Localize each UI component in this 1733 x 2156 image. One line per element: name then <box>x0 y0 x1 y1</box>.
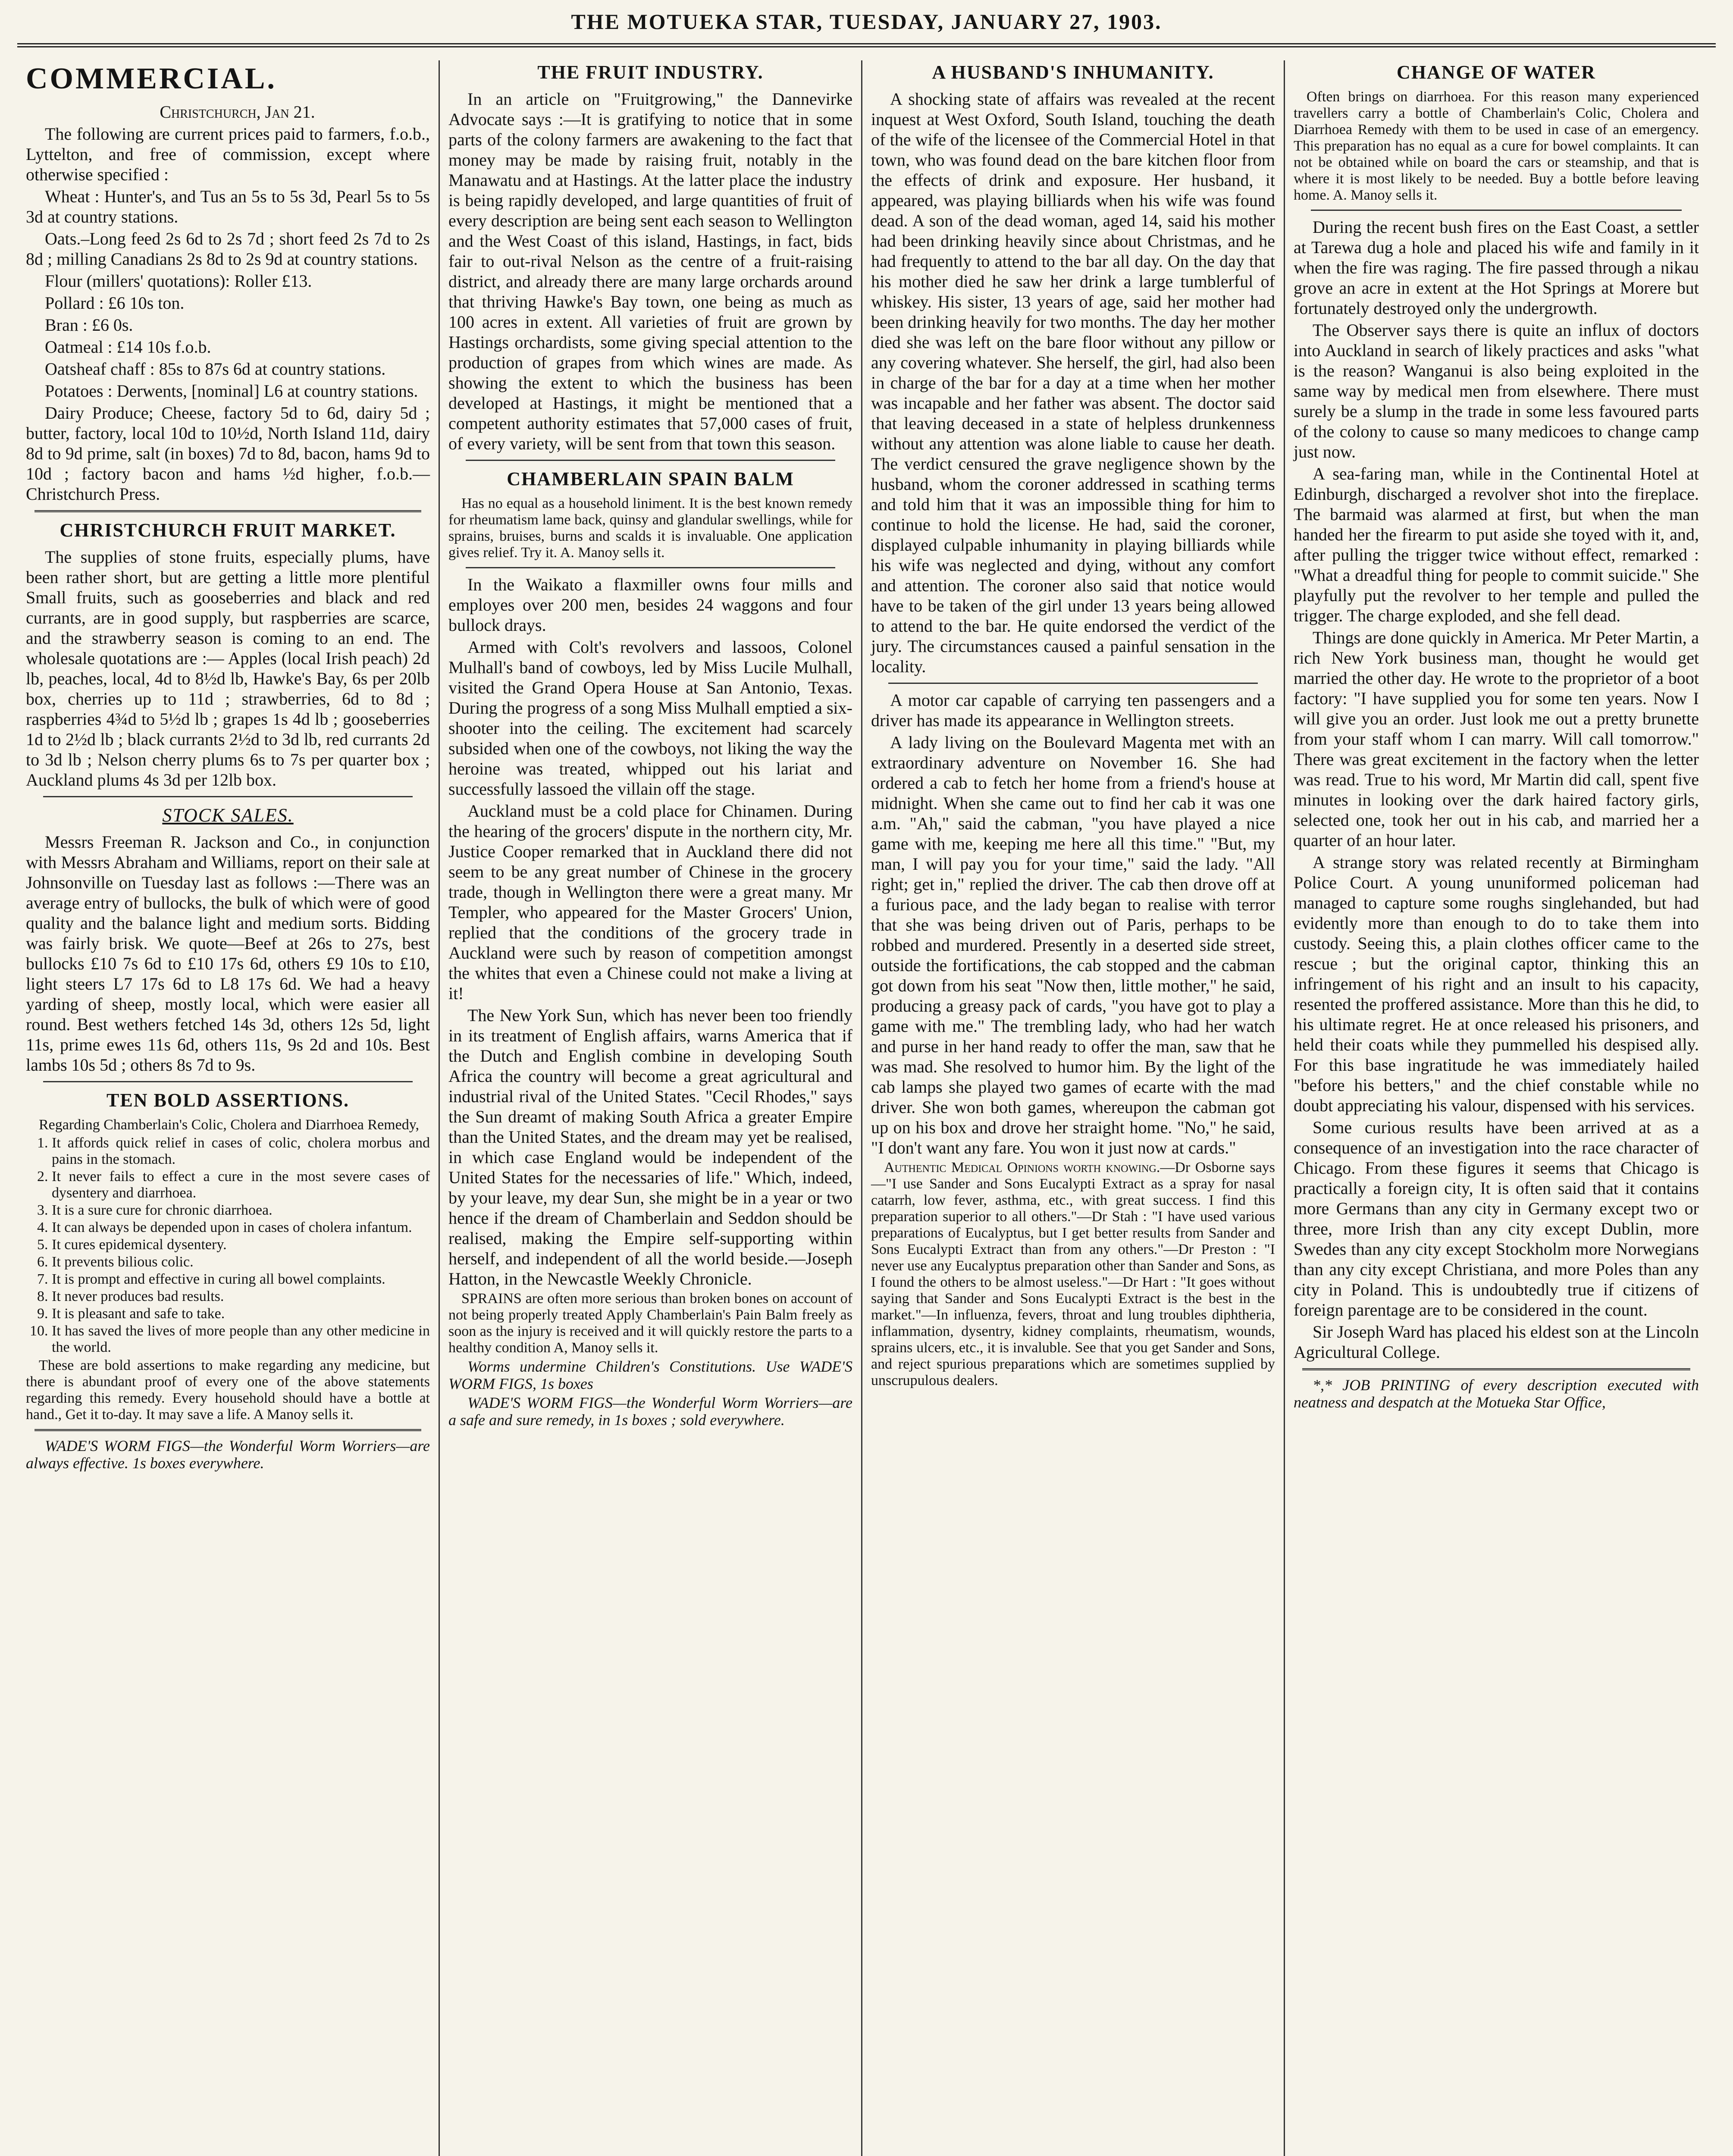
assertion-item: 7. It is prompt and effective in curing all bowel complaints. <box>52 1271 430 1288</box>
divider <box>43 796 413 797</box>
news-paragraph: Armed with Colt's revolvers and lassoos, Colonel Mulhall's band of cowboys, led by Miss Lucile Mulhall, visited the Grand Opera House at San Antonio, Texas. During the progress of a song Miss Mulhall emptied a six-shooter into the ceiling. The excitement had scarcely subsided when one of the cowboys, not liking the way the heroine was treated, whipped out his lariat and successfully lassoed the villain off the stage. <box>448 637 852 799</box>
commercial-paragraph: Oats.–Long feed 2s 6d to 2s 7d ; short feed 2s 7d to 2s 8d ; milling Canadians 2s 8d to 2s 9d at country stations. <box>26 229 430 269</box>
commercial-paragraph: Bran : £6 0s. <box>45 315 133 335</box>
sprains-advertisement <box>448 1291 852 1356</box>
divider <box>34 1429 421 1431</box>
assertion-item: 3. It is a sure cure for chronic diarrhoea. <box>52 1202 430 1219</box>
commercial-paragraph: Potatoes : Derwents, [nominal] L6 at country stations. <box>45 381 418 401</box>
divider <box>1311 210 1682 211</box>
commercial-heading: COMMERCIAL. <box>26 62 277 95</box>
husband-paragraph: A shocking state of affairs was revealed at the recent inquest at West Oxford, South Island, touching the death of the wife of the licensee of the Commercial Hotel in that town, who was found dead on the bare kitchen floor from the effects of drink and exposure. Her husband, it appeared, was playing billiards when his wife was found dead. A son of the dead woman, aged 14, said his mother had been drinking heavily since about Christmas, and he had frequently to attend to the bar all day. On the day that his mother died he saw her drink a large tumblerful of whiskey. His sister, 13 years of age, said her mother had been drinking heavily for two months. The day her mother died she was left on the bare floor without any pillow or any covering whatever. She herself, the girl, had also been in charge of the bar for a day at a time when her mother was incapable and her father was absent. The doctor said that leaving deceased in a state of helpless drunkenness without any attention was alone liable to cause her death. The verdict censured the grave negligence shown by the husband, whom the coroner addressed in scathing terms and told him that it was an impossible thing for him to continue to hold the license. He had, said the coroner, displayed culpable inhumanity in playing billiards while his wife was neglected and dying, without any comfort and attention. The coroner also said that notice would have to be taken of the girl under 13 years being allowed to attend to the bar. He quite endorsed the verdict of the jury. The circumstances caused a painful sensation in the locality. <box>871 89 1275 676</box>
column-1 <box>17 60 440 2156</box>
news-paragraph: The New York Sun, which has never been too friendly in its treatment of English affairs, warns America that if the Dutch and English combine in developing South Africa the country will become a great agricultural and industrial rival of the United States. "Cecil Rhodes," says the Sun dreamt of making South Africa a greater Empire than the United States, and the dream may yet be realised, in which case England would be independent of the United States for the necessaries of life." Which, indeed, by your leave, my dear Sun, she might be in a year or two hence if the dream of Chamberlain and Seddon should be realised, making the Empire self-supporting within herself, and independent of all the world beside.—Joseph Hatton, in the Newcastle Weekly Chronicle. <box>448 1006 852 1288</box>
news-paragraph: A strange story was related recently at Birmingham Police Court. A young ununiformed policeman had managed to capture some roughs singlehanded, but had evidently more than enough to do to take them into custody. Seeing this, a plain clothes officer came to the rescue ; but the original captor, thinking this an infringement of his right and an insult to his capacity, resented the proffered assistance. More than this he did, to his ultimate regret. He at once released his prisoners, and held their coats while they pummelled his despised ally. For this base ingratitude he was immediately hailed "before his betters," and the chief constable while no doubt appreciating his valour, dispensed with his services. <box>1294 852 1699 1115</box>
news-paragraph: A motor car capable of carrying ten passengers and a driver has made its appearance in Wellington streets. <box>871 690 1275 730</box>
columns <box>17 60 1716 2156</box>
assertion-item: 6. It prevents bilious colic. <box>52 1254 430 1270</box>
divider <box>34 510 421 512</box>
wade-worm-figs-ad: WADE'S WORM FIGS—the Wonderful Worm Worriers—are a safe and sure remedy, in 1s boxes ; sold everywhere. <box>448 1394 852 1429</box>
assertions-list <box>26 1135 430 1356</box>
commercial-paragraph: Wheat : Hunter's, and Tus an 5s to 5s 3d, Pearl 5s to 5s 3d at country stations. <box>26 187 430 226</box>
fruit-industry-paragraph: In an article on "Fruitgrowing," the Dannevirke Advocate says :—It is gratifying to notice that in some parts of the colony farmers are awakening to the fact that money may be made by raising fruit, notably in the Manawatu and at Hastings. At the latter place the industry is being rapidly developed, and large quantities of fruit of every description are being sent each season to Wellington and the West Coast of this island, Hastings, in fact, bids fair to out-rival Nelson as the centre of a fruit-raising district, and already there are many large orchards around that thriving Hawke's Bay town, one being as much as 100 acres in extent. All varieties of fruit are grown by Hastings orchardists, some giving special attention to the production of grapes from which wines are made. As showing the extent to which the business has been developed at Hastings, it might be mentioned that a competent authority estimates that 57,000 cases of fruit, of every variety, will be sent from that town this season. <box>448 89 852 453</box>
commercial-paragraph: Flour (millers' quotations): Roller £13. <box>45 271 312 291</box>
husband-heading: A HUSBAND'S INHUMANITY. <box>932 62 1214 83</box>
worms-ad: Worms undermine Children's Constitutions. Use WADE'S WORM FIGS, 1s boxes <box>448 1358 852 1392</box>
news-paragraph: During the recent bush fires on the East Coast, a settler at Tarewa dug a hole and placed his wife and family in it when the fire was raging. The fire passed through a nikau grove an acre in extent at the Hot Springs at Morere but fortunately destroyed only the undergrowth. <box>1294 217 1699 318</box>
assertions-heading: TEN BOLD ASSERTIONS. <box>107 1090 349 1111</box>
assertion-item: 8. It never produces bad results. <box>52 1288 430 1305</box>
assertion-item: 5. It cures epidemical dysentery. <box>52 1237 430 1253</box>
change-of-water-advertisement <box>1294 89 1699 204</box>
column-2 <box>440 60 862 2156</box>
assertion-item: 1. It affords quick relief in cases of colic, cholera morbus and pains in the stomach. <box>52 1135 430 1168</box>
commercial-paragraph: Oatsheaf chaff : 85s to 87s 6d at country stations. <box>45 359 386 379</box>
commercial-paragraph: Dairy Produce; Cheese, factory 5d to 6d, dairy 5d ; butter, factory, local 10d to 10½d, North Island 11d, dairy 8d to 9d prime, salt (in boxes) 7d to 8d, bacon, hams 9d to 10d ; factory bacon and hams ½d higher, f.o.b.—Christchurch Press. <box>26 403 430 504</box>
news-paragraph: Some curious results have been arrived at as a consequence of an investigation into the race character of Chicago. From these figures it seems that Chicago is practically a foreign city, It is often said that it contains more Germans than any city in Germany except two or three, more Irish than any city except Dublin, more Swedes than any city except Stockholm more Norwegians than any city except Christiana, and more Poles than any city in Poland. This is undoubtedly true if citizens of foreign parentage are to be considered in the count. <box>1294 1118 1699 1319</box>
assertion-item: 10. It has saved the lives of more people than any other medicine in the world. <box>52 1323 430 1356</box>
balm-advertisement <box>448 495 852 561</box>
stock-sales-paragraph: Messrs Freeman R. Jackson and Co., in conjunction with Messrs Abraham and Williams, report on their sale at Johnsonville on Tuesday last as follows :—There was an average entry of bullocks, the bulk of which were of good quality and the balance light and medium sorts. Bidding was fairly brisk. We quote—Beef at 26s to 27s, best bullocks £10 7s 6d to £10 17s 6d, others £9 10s to £10, light steers L7 17s 6d to L8 17s 6d. We had a heavy yarding of sheep, mostly local, which were easier all round. Best wethers fetched 14s 3d, others 12s 5d, light 11s, prime ewes 11s 6d, others 11s, 9s 2d and 10s. Best lambs 10s 5d ; others 8s 7d to 9s. <box>26 832 430 1075</box>
fruit-market-heading: CHRISTCHURCH FRUIT MARKET. <box>60 520 396 541</box>
news-paragraph: Sir Joseph Ward has placed his eldest son at the Lincoln Agricultural College. <box>1294 1322 1699 1362</box>
divider <box>466 460 835 461</box>
commercial-paragraph: Oatmeal : £14 10s f.o.b. <box>45 337 211 357</box>
medical-opinions-body: —Dr Osborne says—"I use Sander and Sons Eucalypti Extract as a spray for nasal catarrh, low fever, asthma, etc., with great success. I find this preparation superior to all others."—Dr Stah : "I have used various preparations of Eucalyptus, but I get better results from Sander and Sons Eucalypti Extract than from any others."—Dr Preston : "I never use any Eucalyptus preparation other than Sander and Sons, as I found the others to be almost useless."—Dr Hart : "It goes without saying that Sander and Sons Eucalypti Extract is the best in the market."—In influenza, fevers, throat and lung troubles diphtheria, inflammation, dysentry, kidney complaints, rheumatism, wounds, sprains ulcers, etc., it is invaluble. See that you get Sander and Sons, and reject spurious preparations which are sometimes supplied by unscrupulous dealers. <box>871 1159 1275 1388</box>
assertions-advertisement <box>26 1117 430 1423</box>
assertion-item: 4. It can always be depended upon in cases of cholera infantum. <box>52 1219 430 1236</box>
wade-worm-figs-ad: WADE'S WORM FIGS—the Wonderful Worm Worriers—are always effective. 1s boxes everywhere. <box>26 1437 430 1472</box>
change-of-water-text: Often brings on diarrhoea. For this reason many experienced travellers carry a bottle of Chamberlain's Colic, Cholera and Diarrhoea Remedy with them to be used in case of an emergency. This preparation has no equal as a cure for bowel complaints. It can not be obtained while on board the cars or steamship, and that is where it is most likely to be needed. Buy a bottle before leaving home. A. Manoy sells it. <box>1294 89 1699 203</box>
masthead-title: THE MOTUEKA STAR, TUESDAY, JANUARY 27, 1903. <box>571 9 1162 34</box>
stock-sales-heading: STOCK SALES. <box>162 805 294 826</box>
column-3 <box>862 60 1285 2156</box>
news-paragraph: Auckland must be a cold place for Chinamen. During the hearing of the grocers' dispute in the northern city, Mr. Justice Cooper remarked that in Auckland there did not seem to be any great number of Chinese in the grocery trade, though in Wellington there were a great many. Mr Templer, who appeared for the Master Grocers' Union, replied that the conditions of the grocery trade in Auckland were such by reason of competition amongst the whites that even a Chinese could not make a living at it! <box>448 801 852 1003</box>
balm-text: Has no equal as a household liniment. It is the best known remedy for rheumatism lame back, quinsy and glandular swellings, while for sprains, bruises, burns and scalds it is invaluable. One application gives relief. Try it. A. Manoy sells it. <box>448 495 852 561</box>
fruit-market-paragraph: The supplies of stone fruits, especially plums, have been rather short, but are getting a little more plentiful Small fruits, such as gooseberries and black and red currants, are in good supply, but raspberries are scarce, and the strawberry season is coming to an end. The wholesale quotations are :— Apples (local Irish peach) 2d lb, peaches, local, 4d to 8½d lb, Hawke's Bay, 6s per 20lb box, cherries up to 11d ; strawberries, 6d to 8d ; raspberries 4¾d to 5½d lb ; grapes 1s 4d lb ; gooseberries 1d to 2½d lb ; black currants 2½d to 3d lb, red currants 2d to 3d lb ; Nelson cherry plums 6s to 7s per quarter box ; Auckland plums 4s 3d per 12lb box. <box>26 547 430 790</box>
fruit-industry-heading: THE FRUIT INDUSTRY. <box>537 62 764 83</box>
sprains-text: SPRAINS are often more serious than broken bones on account of not being properly treated Apply Chamberlain's Pain Balm freely as soon as the injury is received and it will quickly restore the parts to a healthy condition A, Manoy sells it. <box>448 1291 852 1356</box>
medical-opinions-head: Authentic Medical Opinions worth knowing. <box>884 1159 1160 1175</box>
commercial-paragraph: Pollard : £6 10s ton. <box>45 293 185 313</box>
assertions-intro: Regarding Chamberlain's Colic, Cholera and Diarrhoea Remedy, <box>39 1117 419 1133</box>
job-printing-ad: *,* JOB PRINTING of every description executed with neatness and despatch at the Motueka Star Office, <box>1294 1376 1699 1411</box>
news-paragraph: A sea-faring man, while in the Continental Hotel at Edinburgh, discharged a revolver shot into the fireplace. The barmaid was alarmed at first, but when the man handed her the firearm to put aside she toyed with it, and, after pulling the trigger twice without effect, remarked : "What a dreadful thing for people to commit suicide." She playfully put the revolver to her temple and pulled the trigger. The charge exploded, and she fell dead. <box>1294 464 1699 625</box>
assertion-item: 2. It never fails to effect a cure in the most severe cases of dysentery and diarrhoea. <box>52 1169 430 1201</box>
divider <box>43 1081 413 1082</box>
divider <box>888 683 1258 684</box>
eucalypti-text <box>871 1159 1275 1389</box>
news-paragraph: In the Waikato a flaxmiller owns four mills and employes over 200 men, besides 24 waggons and four bullock drays. <box>448 575 852 635</box>
assertions-close: These are bold assertions to make regarding any medicine, but there is abundant proof of every one of the above statements regarding this remedy. Every household should have a bottle at hand., Get it to-day. It may save a life. A Manoy sells it. <box>26 1357 430 1423</box>
commercial-dateline: Christchurch, Jan 21. <box>160 102 315 122</box>
news-paragraph: The Observer says there is quite an influx of doctors into Auckland in search of likely practices and asks "what is the reason? Wanganui is also being exploited in the same way by medical men from elsewhere. There must surely be a slump in the trade in some less favoured parts of the colony to cause so many medicoes to change camp just now. <box>1294 320 1699 461</box>
divider <box>466 567 835 568</box>
commercial-paragraph: The following are current prices paid to farmers, f.o.b., Lyttelton, and free of commission, except where otherwise specified : <box>26 124 430 184</box>
news-paragraph: Things are done quickly in America. Mr Peter Martin, a rich New York business man, thought he would get married the other day. He wrote to the proprietor of a boot factory: "I have supplied you for some ten years. Now I will give you an order. Just look me out a pretty brunette from your staff whom I can marry. Will call tomorrow." There was great excitement in the factory when the letter was read. True to his word, Mr Martin did call, spent five minutes in looking over the dark haired factory girls, selected one, took her out in his cab, and married her a quarter of an hour later. <box>1294 628 1699 850</box>
divider <box>1302 1368 1690 1370</box>
column-4 <box>1285 60 1708 2156</box>
balm-heading: CHAMBERLAIN SPAIN BALM <box>507 468 794 489</box>
assertion-item: 9. It is pleasant and safe to take. <box>52 1306 430 1322</box>
news-paragraph: A lady living on the Boulevard Magenta met with an extraordinary adventure on November 16. She had ordered a cab to fetch her home from a friend's house at midnight. When she came out to find her cab it was one a.m. "Ah," said the cabman, "you have played a nice game with me, keeping me here all this time." "But, my man, I will pay you for your time," said the lady. "All right; get in," replied the driver. The cab then drove off at a furious pace, and the lady began to realise with terror that she was being driven out of Paris, perhaps to be robbed and murdered. Presently in a deserted side street, outside the fortifications, the cab stopped and the cabman got down from his seat "Now then, little mother," he said, producing a greasy pack of cards, "you have got to play a game with me." The trembling lady, who had her watch and purse in her hand ready to offer the man, saw that he was mad. She resolved to humor him. By the light of the cab lamps she played two games of ecarte with the mad driver. She won both games, whereupon the cabman got up on his box and drove her straight home. "No," he said, "I don't want any fare. You won it just now at cards." <box>871 733 1275 1157</box>
eucalypti-advertisement <box>871 1159 1275 1389</box>
masthead <box>17 0 1716 47</box>
change-of-water-heading: CHANGE OF WATER <box>1397 62 1596 83</box>
